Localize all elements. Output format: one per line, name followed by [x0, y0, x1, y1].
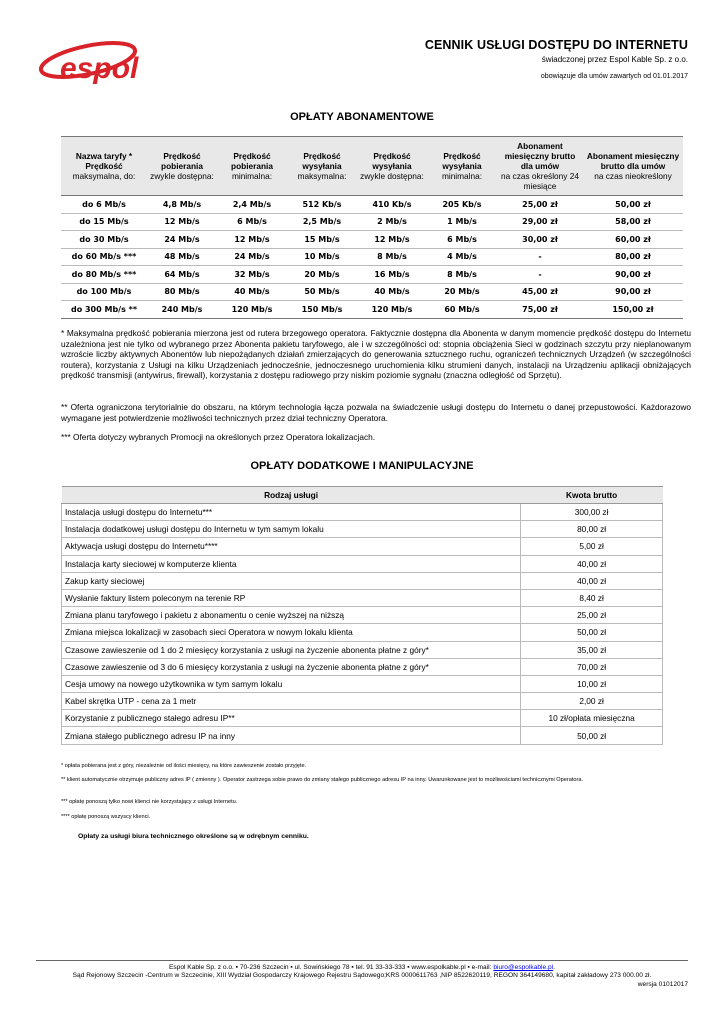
- table-row: [62, 589, 663, 606]
- service-name: Czasowe zawieszenie od 3 do 6 miesięcy korzystania z usługi na życzenie abonenta płatne z góry*: [62, 658, 521, 675]
- table-cell: 2 Mb/s: [357, 213, 427, 231]
- service-name: Zmiana miejsca lokalizacji w zasobach sieci Operatora w nowym lokalu klienta: [62, 624, 521, 641]
- column-header: [357, 137, 427, 196]
- column-header-bold: Nazwa taryfy * Prędkość: [75, 151, 133, 171]
- table-cell: 90,00 zł: [583, 266, 683, 284]
- table-row: [61, 301, 683, 319]
- table-cell: 60 Mb/s: [427, 301, 497, 319]
- table-cell: 45,00 zł: [497, 283, 583, 301]
- column-header: [217, 137, 287, 196]
- table-cell: do 60 Mb/s ***: [61, 248, 147, 266]
- service-name: Instalacja karty sieciowej w komputerze klienta: [62, 555, 521, 572]
- table-row: [61, 248, 683, 266]
- small-note-suspension: * opłata pobierana jest z góry, niezależnie od ilości miesięcy, na które zawieszenie zostało przyjęte.: [61, 763, 307, 769]
- table-cell: 24 Mb/s: [147, 231, 217, 249]
- service-name: Kabel skrętka UTP - cena za 1 metr: [62, 693, 521, 710]
- table-cell: 120 Mb/s: [357, 301, 427, 319]
- table-cell: 90,00 zł: [583, 283, 683, 301]
- table-cell: 4,8 Mb/s: [147, 196, 217, 214]
- table-cell: 29,00 zł: [497, 213, 583, 231]
- table-cell: 30,00 zł: [497, 231, 583, 249]
- service-price: 40,00 zł: [521, 555, 663, 572]
- column-header-sub: zwykle dostępna:: [150, 171, 214, 181]
- document-header: [425, 38, 688, 80]
- table-cell: 60,00 zł: [583, 231, 683, 249]
- table-row: [61, 266, 683, 284]
- service-name: Instalacja dodatkowej usługi dostępu do Internetu w tym samym lokalu: [62, 521, 521, 538]
- service-price: 10 zł/opłata miesięczna: [521, 710, 663, 727]
- table-cell: 6 Mb/s: [427, 231, 497, 249]
- service-price: 8,40 zł: [521, 589, 663, 606]
- table-cell: 40 Mb/s: [217, 283, 287, 301]
- table-cell: 64 Mb/s: [147, 266, 217, 284]
- small-note-ip: ** klient automatycznie otrzymuje publiczny adres IP ( zmienny ). Operator zastrzega sobie prawo do zmiany stałego publicznego adresu IP na inny. Uwarunkowane jest to możliwościami technicznymi Operatora.: [61, 777, 584, 783]
- table-cell: 4 Mb/s: [427, 248, 497, 266]
- column-header-bold: Prędkość wysyłania: [372, 151, 412, 171]
- service-price: 50,00 zł: [521, 624, 663, 641]
- footer-contact-end: .: [553, 964, 556, 971]
- table-row: [62, 658, 663, 675]
- table-cell: do 15 Mb/s: [61, 213, 147, 231]
- table-cell: do 100 Mb/s: [61, 283, 147, 301]
- service-price: 50,00 zł: [521, 727, 663, 744]
- column-header: [147, 137, 217, 196]
- table-cell: 12 Mb/s: [357, 231, 427, 249]
- service-price: 5,00 zł: [521, 538, 663, 555]
- table-row: [62, 727, 663, 744]
- table-cell: 6 Mb/s: [217, 213, 287, 231]
- table-cell: 15 Mb/s: [287, 231, 357, 249]
- service-name: Cesja umowy na nowego użytkownika w tym samym lokalu: [62, 675, 521, 692]
- service-price: 80,00 zł: [521, 521, 663, 538]
- table-cell: 24 Mb/s: [217, 248, 287, 266]
- footer-contact: [36, 964, 688, 971]
- footer-version: wersja 01012017: [637, 981, 688, 988]
- table-cell: 32 Mb/s: [217, 266, 287, 284]
- territory-footnote: ** Oferta ograniczona terytorialnie do obszaru, na którym technologia łącza pozwala na świadczenie usługi dostępu do Internetu o danej przepustowości. Każdorazowo wymagane jest potwierdzenie możliwości technicznych przez dział techniczny Operatora.: [61, 402, 691, 423]
- table-row: [62, 624, 663, 641]
- additional-fees-title: OPŁATY DODATKOWE I MANIPULACYJNE: [250, 460, 474, 472]
- table-cell: 8 Mb/s: [357, 248, 427, 266]
- logo-text: espol: [60, 52, 139, 85]
- footer-divider: [36, 960, 688, 961]
- table-row: [62, 538, 663, 555]
- column-header: [61, 137, 147, 196]
- price-column-header: Kwota brutto: [521, 487, 663, 504]
- table-cell: 205 Kb/s: [427, 196, 497, 214]
- footer-contact-text: Espol Kable Sp. z o.o. ▪ 70-236 Szczecin ▪ ul. Sowińskiego 78 ▪ tel. 91 33-33-333 ▪ www.espolkable.pl ▪ e-mail:: [168, 964, 494, 971]
- table-cell: 80,00 zł: [583, 248, 683, 266]
- table-row: [61, 213, 683, 231]
- table-cell: do 80 Mb/s ***: [61, 266, 147, 284]
- table-cell: do 6 Mb/s: [61, 196, 147, 214]
- column-header-sub: maksymalna:: [297, 171, 347, 181]
- table-cell: 150,00 zł: [583, 301, 683, 319]
- table-cell: 240 Mb/s: [147, 301, 217, 319]
- footer-registry: Sąd Rejonowy Szczecin -Centrum w Szczecinie, XIII Wydział Gospodarczy Krajowego Rejestru Sądowego;KRS 0000611763 ,NIP 8522620119, REGON 364149680, kapitał zakładowy 273 000.00 zł.: [72, 972, 652, 979]
- table-cell: 48 Mb/s: [147, 248, 217, 266]
- subscription-fees-title: OPŁATY ABONAMENTOWE: [290, 111, 434, 123]
- column-header-sub: zwykle dostępna:: [360, 171, 424, 181]
- table-cell: 8 Mb/s: [427, 266, 497, 284]
- table-cell: 1 Mb/s: [427, 213, 497, 231]
- column-header-bold: Prędkość pobierania: [231, 151, 273, 171]
- document-title: CENNIK USŁUGI DOSTĘPU DO INTERNETU: [424, 38, 688, 52]
- service-name: Korzystanie z publicznego stałego adresu IP**: [62, 710, 521, 727]
- service-name: Zmiana stałego publicznego adresu IP na inny: [62, 727, 521, 744]
- table-row: [62, 710, 663, 727]
- column-header-bold: Prędkość wysyłania: [302, 151, 342, 171]
- column-header-bold: Abonament miesięczny brutto dla umów: [504, 141, 576, 171]
- table-row: [61, 196, 683, 214]
- service-name: Instalacja usługi dostępu do Internetu***: [62, 504, 521, 521]
- table-cell: 75,00 zł: [497, 301, 583, 319]
- table-row: [61, 231, 683, 249]
- column-header-sub: maksymalna, do:: [72, 171, 136, 181]
- table-row: [62, 693, 663, 710]
- service-column-header: Rodzaj usługi: [62, 487, 521, 504]
- table-cell: 410 Kb/s: [357, 196, 427, 214]
- table-cell: 150 Mb/s: [287, 301, 357, 319]
- table-cell: 25,00 zł: [497, 196, 583, 214]
- column-header-sub: na czas określony 24 miesiące: [501, 171, 579, 191]
- table-cell: 50,00 zł: [583, 196, 683, 214]
- table-cell: 20 Mb/s: [427, 283, 497, 301]
- table-cell: 58,00 zł: [583, 213, 683, 231]
- table-cell: 20 Mb/s: [287, 266, 357, 284]
- additional-fees-table: [61, 486, 663, 745]
- table-cell: 2,4 Mb/s: [217, 196, 287, 214]
- service-price: 300,00 zł: [521, 504, 663, 521]
- table-cell: 512 Kb/s: [287, 196, 357, 214]
- table-row: [62, 504, 663, 521]
- service-name: Czasowe zawieszenie od 1 do 2 miesięcy korzystania z usługi na życzenie abonenta płatne z góry*: [62, 641, 521, 658]
- footer-email-link[interactable]: biuro@espolkable.pl: [493, 964, 554, 971]
- espol-logo: [36, 36, 160, 88]
- column-header-sub: minimalna:: [231, 171, 273, 181]
- table-cell: 10 Mb/s: [287, 248, 357, 266]
- table-cell: 50 Mb/s: [287, 283, 357, 301]
- table-row: [62, 641, 663, 658]
- table-cell: 12 Mb/s: [147, 213, 217, 231]
- subscription-table: [61, 136, 683, 319]
- table-cell: 16 Mb/s: [357, 266, 427, 284]
- service-name: Aktywacja usługi dostępu do Internetu****: [62, 538, 521, 555]
- service-name: Zmiana planu taryfowego i pakietu z abonamentu o cenie wyższej na niższą: [62, 607, 521, 624]
- document-subtitle: świadczonej przez Espol Kable Sp. z o.o.: [541, 55, 688, 64]
- validity-date: obowiązuje dla umów zawartych od 01.01.2017: [540, 73, 688, 80]
- column-header: [497, 137, 583, 196]
- service-price: 40,00 zł: [521, 572, 663, 589]
- service-price: 2,00 zł: [521, 693, 663, 710]
- service-name: Zakup karty sieciowej: [62, 572, 521, 589]
- service-name: Wysłanie faktury listem poleconym na terenie RP: [62, 589, 521, 606]
- table-row: [62, 572, 663, 589]
- small-note-new-clients: *** opłatę ponoszą tylko nowi klienci nie korzystający z usługi Internetu.: [61, 799, 238, 805]
- column-header-sub: na czas nieokreślony: [594, 171, 672, 181]
- column-header-bold: Prędkość pobierania: [161, 151, 203, 171]
- column-header-bold: Prędkość wysyłania: [442, 151, 482, 171]
- service-price: 70,00 zł: [521, 658, 663, 675]
- service-price: 10,00 zł: [521, 675, 663, 692]
- table-row: [62, 521, 663, 538]
- column-header: [287, 137, 357, 196]
- column-header: [583, 137, 683, 196]
- service-price: 35,00 zł: [521, 641, 663, 658]
- promotion-footnote: *** Oferta dotyczy wybranych Promocji na określonych przez Operatora lokalizacjach.: [61, 432, 376, 442]
- column-header-bold: Abonament miesięczny brutto dla umów: [586, 151, 680, 171]
- table-row: [61, 283, 683, 301]
- table-cell: -: [497, 248, 583, 266]
- technical-office-note: Opłaty za usługi biura technicznego określone są w odrębnym cenniku.: [78, 833, 309, 840]
- table-cell: do 30 Mb/s: [61, 231, 147, 249]
- service-price: 25,00 zł: [521, 607, 663, 624]
- table-cell: -: [497, 266, 583, 284]
- column-header-sub: minimalna:: [441, 171, 483, 181]
- table-row: [62, 607, 663, 624]
- speed-footnote: * Maksymalna prędkość pobierania mierzona jest od rutera brzegowego operatora. Faktycznie dostępna dla Abonenta w danym momencie prędkość dostępu do Internetu uzależniona jest nie tylko od wybranego przez Abonenta pakietu taryfowego, ale i w szczególności od: stopnia obciążenia Sieci w godzinach szczytu przy nieplanowanym wzroście liczby aktywnych Abonentów lub niepożądanych działań zmierzających do generowania sztucznego ruchu, ograniczeń technicznych Urządzeń (w szczególności routera), korzystania z Usługi na kilku Urządzeniach jednocześnie, jednoczesnego uruchomienia kilku strumieni danych, instalacji na Urządzeniu aplikacji obniżających prędkość transmisji (antywirus, firewall), korzystania z dostępu radiowego przy niskim poziomie sygnału (znaczna odległość od Sprzętu).: [61, 328, 691, 380]
- column-header: [427, 137, 497, 196]
- table-cell: 120 Mb/s: [217, 301, 287, 319]
- small-note-all-clients: **** opłatę ponoszą wszyscy klienci.: [61, 814, 151, 820]
- table-row: [62, 675, 663, 692]
- table-cell: 12 Mb/s: [217, 231, 287, 249]
- table-cell: 40 Mb/s: [357, 283, 427, 301]
- table-row: [62, 555, 663, 572]
- table-cell: 2,5 Mb/s: [287, 213, 357, 231]
- table-cell: do 300 Mb/s **: [61, 301, 147, 319]
- table-cell: 80 Mb/s: [147, 283, 217, 301]
